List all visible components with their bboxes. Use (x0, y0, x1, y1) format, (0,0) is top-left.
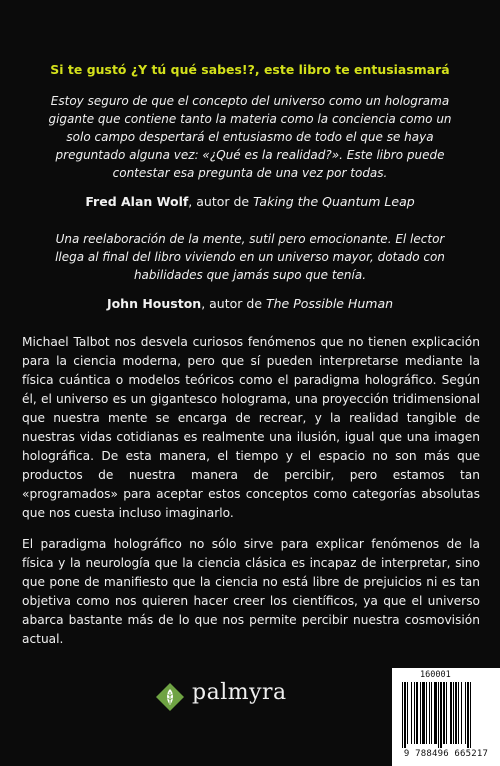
barcode-bar (414, 682, 415, 744)
headline: Si te gustó ¿Y tú qué sabes!?, este libro te entusiasmará (50, 62, 450, 77)
quote-wolf: Estoy seguro de que el concepto del universo como un holograma gigante que contiene tanto la materia como la conciencia como un solo campo despertará el entusiasmo de todo el que se haya preguntado alguna vez: «¿Qué es la realidad?». Este libro puede contestar esa pregunta de una vez por todas. (48, 94, 452, 180)
barcode-bar (431, 682, 432, 744)
barcode-bar (411, 682, 412, 744)
author-prefix: , autor de (201, 296, 266, 311)
barcode-bar (440, 682, 442, 748)
barcode-bar (416, 682, 418, 744)
publisher-name: palmyra (192, 680, 287, 705)
barcode-bar (426, 682, 427, 744)
palmyra-leaf-logo-icon (156, 683, 184, 711)
barcode-bar (465, 682, 466, 744)
barcode-bar (404, 682, 406, 748)
attribution-wolf (0, 194, 500, 209)
barcode-bar (438, 682, 439, 748)
barcode-bar (434, 682, 437, 744)
author-prefix: , autor de (188, 194, 254, 209)
synopsis-paragraph-2: El paradigma holográfico no sólo sirve para explicar fenómenos de la física y la neurología que la ciencia clásica es incapaz de interpretar, sino que pone de manifiesto que la ciencia no está libre de prejuicios ni es tan objetiva como nos quieren hacer creer los científicos, ya que el universo abarca bastante más de lo que nos permite percibir nuestra cosmovisión actual. (22, 537, 480, 646)
barcode-bar (420, 682, 421, 744)
book-title: The Possible Human (265, 296, 394, 311)
barcode-bar (443, 682, 445, 744)
barcode-bar (455, 682, 457, 744)
barcode-bar (446, 682, 447, 744)
barcode-bar (422, 682, 425, 744)
barcode-bar (429, 682, 430, 744)
isbn-number: 9 788496 665217 (403, 749, 489, 759)
barcode-bar (470, 682, 471, 748)
author-name: Fred Alan Wolf (85, 194, 189, 209)
barcode-code: 160001 (420, 670, 451, 680)
barcode-bar (461, 682, 462, 744)
synopsis-paragraph-1: Michael Talbot nos desvela curiosos fenómenos que no tienen explicación para la ciencia moderna, pero que sí pueden interpretarse mediante la física cuántica o modelos teóricos como el paradigma holográfico. Según él, el universo es un gigantesco holograma, una proyección tridimensional que nuestra mente se encarga de recrear, y la realidad tangible de nuestras vidas cotidianas es realmente una ilusión, igual que una imagen holográfica. De esta manera, el tiempo y el espacio no son más que productos de nuestra manera de percibir, pero estamos tan «programados» para aceptar estos conceptos como categorías absolutas que nos cuesta incluso imaginarlo. (22, 335, 480, 520)
barcode-bar (458, 682, 459, 744)
book-title: Taking the Quantum Leap (253, 194, 415, 209)
barcode-bar (467, 682, 469, 748)
quote-houston: Una reelaboración de la mente, sutil pero emocionante. El lector llega al final del libro viviendo en un universo mayor, dotado con habilidades que jamás supo que tenía. (55, 232, 445, 282)
author-name: John Houston (106, 296, 202, 311)
barcode-bar (407, 682, 408, 744)
barcode-bar (402, 682, 403, 748)
attribution-houston (0, 296, 500, 311)
barcode (400, 682, 494, 748)
barcode-bar (450, 682, 452, 744)
barcode-bar (453, 682, 454, 744)
